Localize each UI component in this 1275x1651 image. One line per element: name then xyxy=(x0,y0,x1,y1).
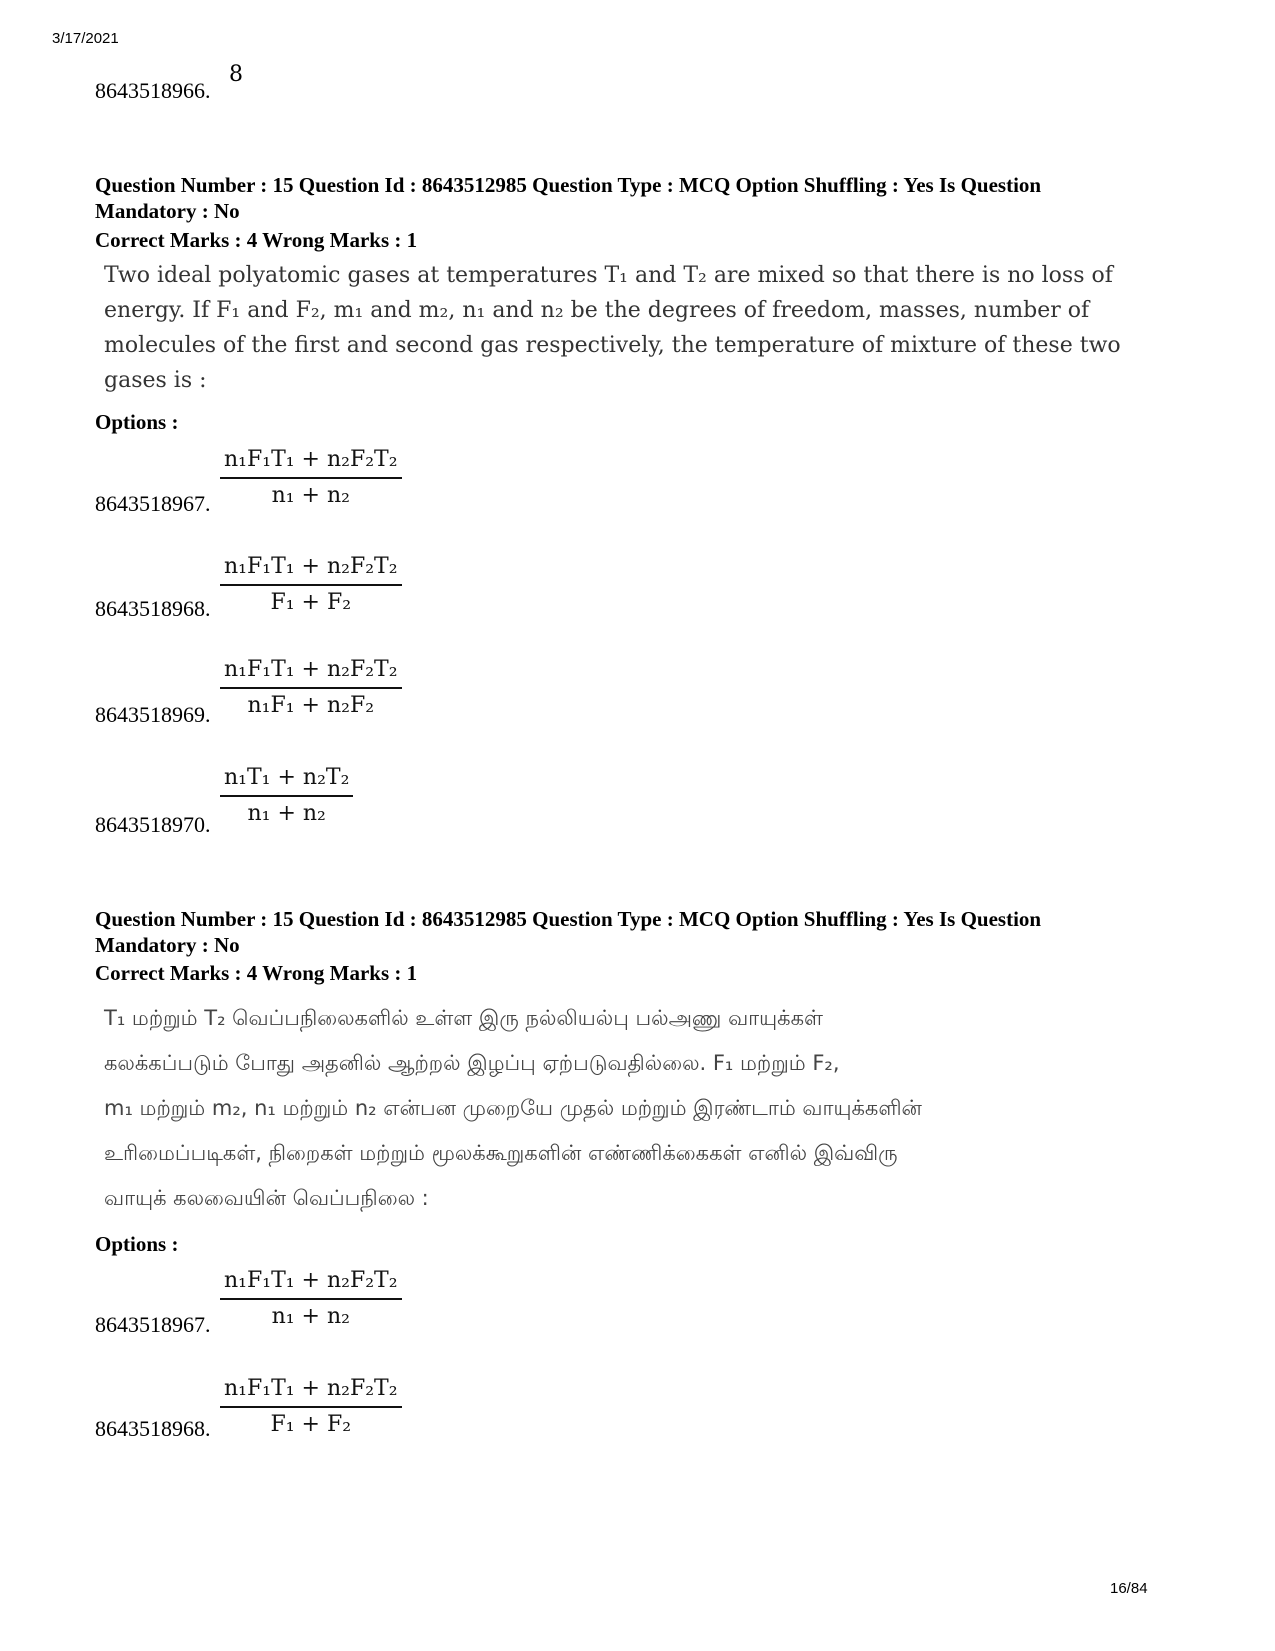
option-id: 8643518966. xyxy=(95,78,211,103)
option-fraction xyxy=(220,1375,402,1439)
options-label: Options : xyxy=(95,1232,179,1256)
fraction-denominator: F₁ + F₂ xyxy=(270,590,352,615)
question-meta-line2: Mandatory : No xyxy=(95,199,240,223)
option-id: 8643518967. xyxy=(95,491,211,516)
question-text-line: Two ideal polyatomic gases at temperatures T₁ and T₂ are mixed so that there is no loss of xyxy=(104,263,1113,288)
question-text-line: gases is : xyxy=(104,368,207,393)
question-meta-line2: Mandatory : No xyxy=(95,933,240,957)
fraction-denominator: n₁ + n₂ xyxy=(271,1304,350,1329)
fraction-denominator: F₁ + F₂ xyxy=(270,1412,352,1437)
question-text-line: உரிமைப்படிகள், நிறைகள் மற்றும் மூலக்கூறுகளின் எண்ணிக்கைகள் எனில் இவ்விரு xyxy=(104,1141,898,1165)
fraction-numerator: n₁F₁T₁ + n₂F₂T₂ xyxy=(220,1375,402,1408)
option-id: 8643518968. xyxy=(95,596,211,621)
option-value: 8 xyxy=(229,62,243,87)
question-text xyxy=(104,996,1104,1221)
question-text-line: கலக்கப்படும் போது அதனில் ஆற்றல் இழப்பு ஏற்படுவதில்லை. F₁ மற்றும் F₂, xyxy=(104,1051,840,1075)
question-marks: Correct Marks : 4 Wrong Marks : 1 xyxy=(95,961,418,985)
option-fraction xyxy=(220,764,353,828)
fraction-denominator: n₁F₁ + n₂F₂ xyxy=(247,693,375,718)
option-id: 8643518968. xyxy=(95,1416,211,1441)
print-date: 3/17/2021 xyxy=(52,30,119,47)
question-text-line: molecules of the first and second gas respectively, the temperature of mixture of these two xyxy=(104,333,1121,358)
option-id: 8643518970. xyxy=(95,812,211,837)
page-number: 16/84 xyxy=(1110,1580,1148,1597)
option-fraction xyxy=(220,656,402,720)
question-meta xyxy=(95,906,1195,958)
fraction-denominator: n₁ + n₂ xyxy=(247,801,326,826)
option-fraction xyxy=(220,553,402,617)
question-meta-line1: Question Number : 15 Question Id : 8643512985 Question Type : MCQ Option Shuffling : Yes Is Question xyxy=(95,173,1042,197)
fraction-numerator: n₁F₁T₁ + n₂F₂T₂ xyxy=(220,656,402,689)
option-id: 8643518967. xyxy=(95,1312,211,1337)
question-text xyxy=(104,258,1184,398)
fraction-numerator: n₁T₁ + n₂T₂ xyxy=(220,764,353,797)
question-marks: Correct Marks : 4 Wrong Marks : 1 xyxy=(95,228,418,252)
fraction-numerator: n₁F₁T₁ + n₂F₂T₂ xyxy=(220,553,402,586)
question-meta xyxy=(95,172,1195,224)
options-label: Options : xyxy=(95,410,179,434)
option-id: 8643518969. xyxy=(95,702,211,727)
question-text-line: energy. If F₁ and F₂, m₁ and m₂, n₁ and n₂ be the degrees of freedom, masses, number of xyxy=(104,298,1090,323)
fraction-numerator: n₁F₁T₁ + n₂F₂T₂ xyxy=(220,446,402,479)
option-fraction xyxy=(220,446,402,510)
question-text-line: T₁ மற்றும் T₂ வெப்பநிலைகளில் உள்ள இரு நல்லியல்பு பல்அணு வாயுக்கள் xyxy=(104,1006,823,1030)
fraction-numerator: n₁F₁T₁ + n₂F₂T₂ xyxy=(220,1267,402,1300)
option-fraction xyxy=(220,1267,402,1331)
question-text-line: வாயுக் கலவையின் வெப்பநிலை : xyxy=(104,1186,429,1210)
question-meta-line1: Question Number : 15 Question Id : 8643512985 Question Type : MCQ Option Shuffling : Yes Is Question xyxy=(95,907,1042,931)
fraction-denominator: n₁ + n₂ xyxy=(271,483,350,508)
question-text-line: m₁ மற்றும் m₂, n₁ மற்றும் n₂ என்பன முறையே முதல் மற்றும் இரண்டாம் வாயுக்களின் xyxy=(104,1096,922,1120)
